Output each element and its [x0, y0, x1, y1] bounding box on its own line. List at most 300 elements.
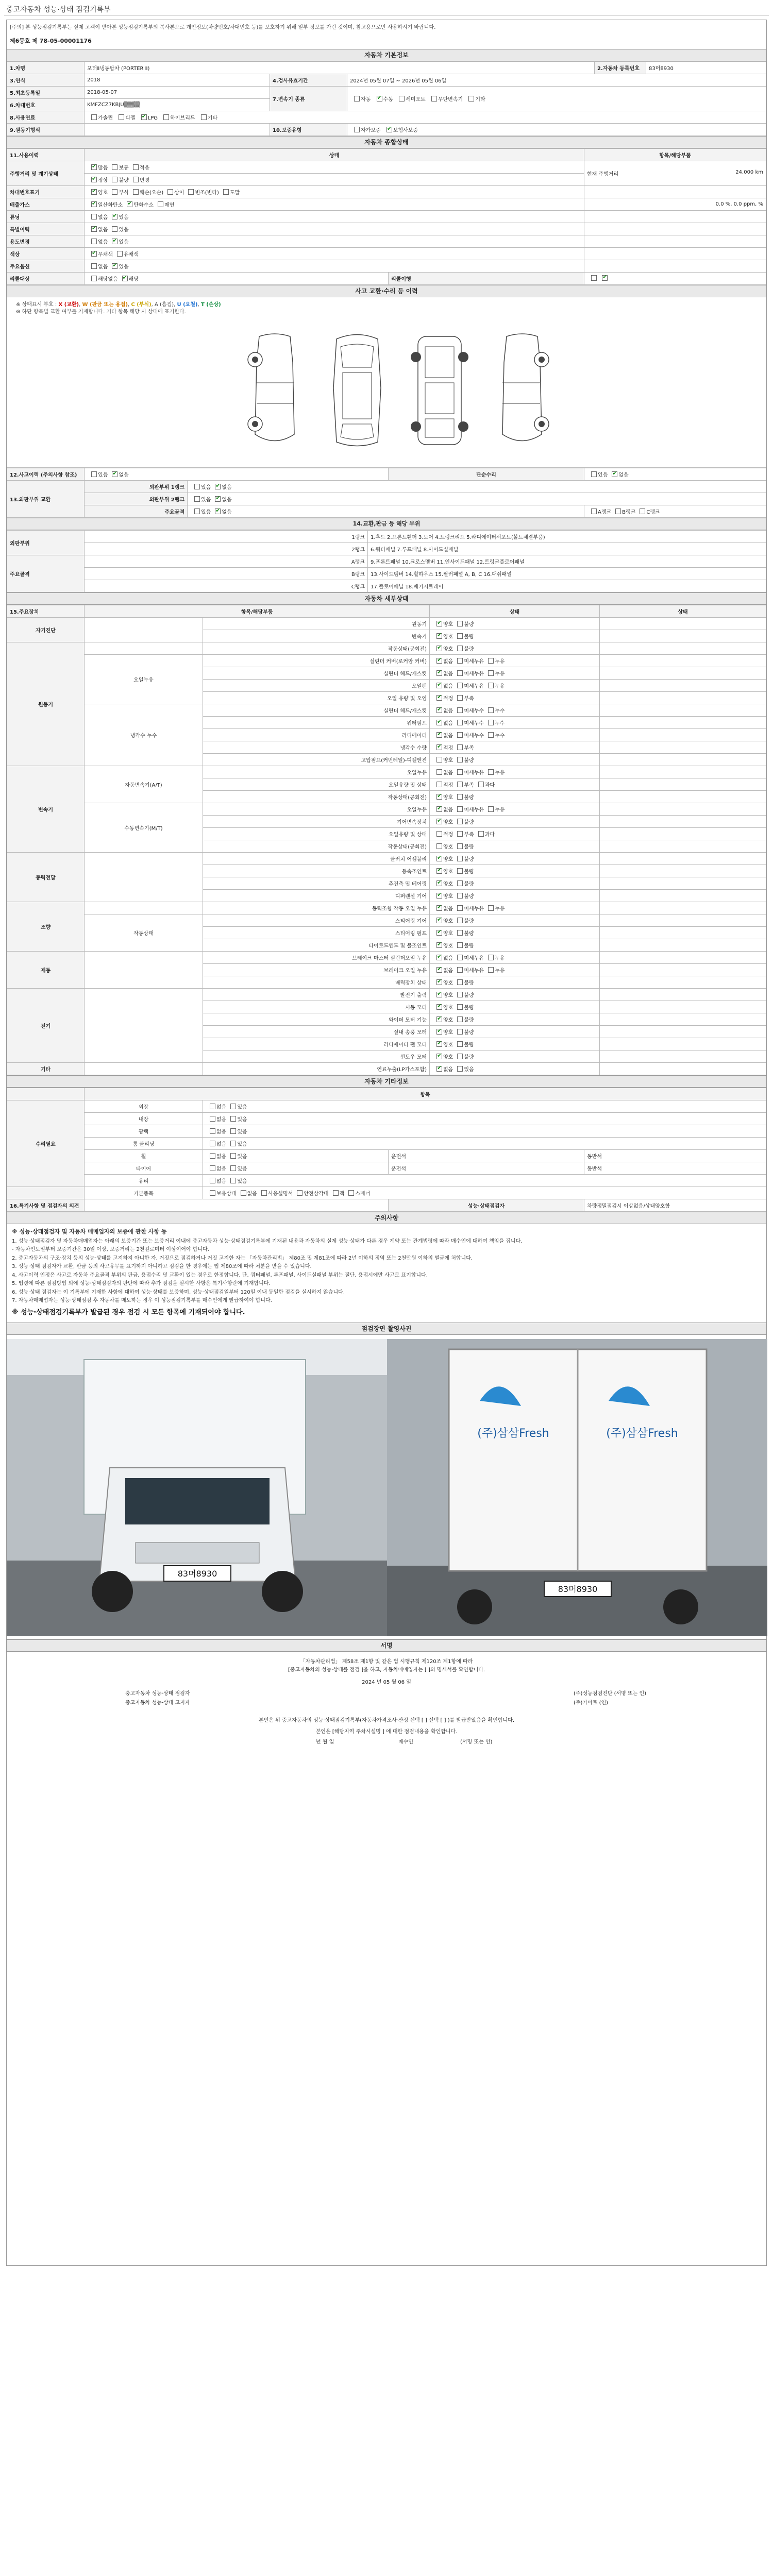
checkbox[interactable]	[457, 670, 463, 676]
option-label: 양호	[443, 1018, 453, 1023]
table-row	[7, 618, 766, 630]
option-label: 없음	[98, 227, 108, 233]
checkbox[interactable]	[354, 127, 360, 132]
section-accident-diagram: 사고 교환·수리 등 이력	[7, 285, 766, 297]
option-group	[85, 235, 584, 248]
checkbox[interactable]	[167, 189, 173, 195]
note-label: 현재 주행거리	[587, 172, 619, 177]
remark-cell	[600, 853, 766, 865]
checkbox[interactable]	[91, 239, 97, 244]
checkbox[interactable]	[436, 806, 442, 812]
checkbox[interactable]	[436, 769, 442, 775]
signature-panel	[7, 1652, 766, 1755]
checkbox[interactable]	[112, 177, 117, 182]
option-group	[85, 161, 584, 174]
option-label: 없음	[222, 485, 232, 490]
checkbox[interactable]	[602, 275, 608, 281]
checkbox[interactable]	[488, 905, 494, 911]
rank-label: A랭크	[85, 555, 368, 568]
checkbox[interactable]	[117, 251, 123, 257]
sub-group-label	[85, 1063, 203, 1075]
table-row	[7, 655, 766, 667]
checkbox[interactable]	[436, 782, 442, 787]
checkbox[interactable]	[91, 263, 97, 269]
option-group	[85, 211, 584, 223]
checkbox[interactable]	[457, 955, 463, 960]
checkbox[interactable]	[230, 1141, 236, 1146]
checkbox[interactable]	[457, 843, 463, 849]
checkbox[interactable]	[91, 164, 97, 170]
option-group	[203, 1187, 766, 1199]
option-label: 부족	[464, 832, 474, 838]
checkbox[interactable]	[91, 276, 97, 281]
checkbox[interactable]	[436, 732, 442, 738]
option-label: 불량	[464, 943, 474, 949]
checkbox[interactable]	[488, 707, 494, 713]
checkbox[interactable]	[436, 757, 442, 762]
option-label: 없음	[443, 956, 453, 961]
checkbox[interactable]	[91, 189, 97, 195]
item-label: 유리	[85, 1175, 203, 1187]
sub-group-label	[85, 642, 203, 655]
checkbox[interactable]	[436, 695, 442, 701]
notifier-signature[interactable]: (주)카마트 (인)	[574, 1700, 609, 1706]
note-cell	[584, 223, 766, 235]
checkbox[interactable]	[436, 979, 442, 985]
checkbox[interactable]	[386, 127, 392, 132]
checkbox[interactable]	[436, 942, 442, 948]
checkbox[interactable]	[163, 114, 169, 120]
option-label: 있음	[237, 1142, 247, 1147]
front-photo	[7, 1339, 387, 1636]
checkbox[interactable]	[230, 1165, 236, 1171]
checkbox[interactable]	[436, 1041, 442, 1047]
checkbox[interactable]	[112, 214, 117, 219]
option-label: 없음	[443, 906, 453, 912]
rank-label: 1랭크	[85, 531, 368, 543]
checkbox[interactable]	[436, 831, 442, 837]
checkbox[interactable]	[478, 782, 484, 787]
checkbox[interactable]	[436, 880, 442, 886]
checkbox[interactable]	[457, 918, 463, 923]
checkbox[interactable]	[457, 905, 463, 911]
car-side-right-icon	[491, 331, 553, 450]
item-label: 와이퍼 모터 기능	[203, 1013, 430, 1026]
checkbox[interactable]	[210, 1104, 215, 1109]
checkbox[interactable]	[119, 114, 124, 120]
checkbox[interactable]	[210, 1178, 215, 1183]
group-label: 원동기	[7, 642, 85, 766]
option-label: 있음	[98, 472, 108, 478]
option-label: 부족	[464, 745, 474, 751]
table-row	[7, 803, 766, 816]
checkbox[interactable]	[133, 177, 139, 182]
doc-no-label: 제6등호 제	[10, 38, 38, 44]
checkbox[interactable]	[457, 732, 463, 738]
checkbox[interactable]	[194, 484, 200, 489]
option-label: 있음	[201, 497, 211, 503]
option-group	[85, 468, 389, 481]
checkbox[interactable]	[399, 96, 405, 101]
checkbox[interactable]	[112, 239, 117, 244]
option-label: 없음	[443, 659, 453, 665]
checkbox[interactable]	[91, 214, 97, 219]
checkbox[interactable]	[230, 1128, 236, 1134]
rear-photo	[387, 1339, 767, 1636]
sub-group-label	[85, 902, 203, 914]
option-group	[85, 260, 584, 273]
parts-list: 9.프론트패널 10.크로스멤버 11.인사이드패널 12.트렁크플로어패널	[368, 555, 766, 568]
sign-date: 2024 년 05 월 06 일	[362, 1680, 411, 1685]
checkbox[interactable]	[210, 1141, 215, 1146]
table-row	[7, 468, 766, 481]
checkbox[interactable]	[112, 164, 117, 170]
right-door-brand-text: (주)삼삼Fresh	[606, 1427, 678, 1440]
receive-line-1: 본인은 위 중고자동차의 성능·상태점검기록부(자동차가격조사·산정 선택 [ ] 선택 [ ] )를 발급받았음을 확인합니다.	[258, 1718, 515, 1723]
option-label: 부족	[464, 783, 474, 788]
option-group	[203, 1125, 766, 1138]
checkbox[interactable]	[457, 942, 463, 948]
option-label: A랭크	[598, 510, 612, 515]
checkbox[interactable]	[354, 96, 360, 101]
option-label: 양호	[443, 758, 453, 764]
checkbox[interactable]	[333, 1190, 339, 1196]
table-row	[7, 989, 766, 1001]
checkbox[interactable]	[210, 1153, 215, 1159]
checkbox[interactable]	[436, 955, 442, 960]
inspector-label: 성능·상태점검자	[389, 1199, 584, 1212]
option-label: 보통	[119, 165, 129, 171]
section-detail: 자동차 세부상태	[7, 592, 766, 605]
checkbox[interactable]	[457, 967, 463, 973]
checkbox[interactable]	[210, 1190, 215, 1196]
option-label: 누유	[494, 659, 505, 665]
checkbox[interactable]	[377, 96, 382, 101]
checkbox[interactable]	[488, 670, 494, 676]
item-label: 휠	[85, 1150, 203, 1162]
checkbox[interactable]	[194, 509, 200, 514]
checkbox[interactable]	[457, 1066, 463, 1072]
checkbox[interactable]	[436, 794, 442, 800]
checkbox[interactable]	[141, 114, 147, 120]
checkbox[interactable]	[457, 1016, 463, 1022]
checkbox[interactable]	[457, 1041, 463, 1047]
buyer-signature[interactable]: (서명 또는 인)	[460, 1739, 493, 1745]
checkbox[interactable]	[488, 720, 494, 725]
checkbox[interactable]	[215, 496, 221, 502]
table-row	[7, 260, 766, 273]
checkbox[interactable]	[91, 114, 97, 120]
item-label: 오일유량 및 상태	[203, 828, 430, 840]
remark-cell	[600, 680, 766, 692]
option-label: 없음	[216, 1142, 227, 1147]
option-label: 부식	[119, 190, 129, 196]
item-label: 오일유량 및 상태	[203, 778, 430, 791]
rank-label: B랭크	[85, 568, 368, 580]
option-label: 없음	[216, 1179, 227, 1184]
field-label: 5.최초등록일	[7, 87, 85, 99]
item-label: 광택	[85, 1125, 203, 1138]
checkbox[interactable]	[488, 683, 494, 688]
overall-table	[7, 148, 766, 285]
checkbox[interactable]	[436, 744, 442, 750]
item-label: 변속기	[203, 630, 430, 642]
option-label: 누수	[494, 721, 505, 726]
checkbox[interactable]	[457, 880, 463, 886]
checkbox[interactable]	[591, 275, 597, 281]
option-label: 불량	[464, 795, 474, 801]
checkbox[interactable]	[436, 856, 442, 861]
checkbox[interactable]	[436, 868, 442, 874]
option-label: 양호	[443, 1042, 453, 1048]
checkbox[interactable]	[457, 646, 463, 651]
option-label: 불량	[464, 1042, 474, 1048]
parts-table	[7, 530, 766, 592]
option-label: 양호	[443, 622, 453, 628]
option-group	[430, 1038, 600, 1050]
option-group	[430, 803, 600, 816]
item-label: 룸 클리닝	[85, 1138, 203, 1150]
option-group	[85, 174, 584, 186]
checkbox[interactable]	[457, 695, 463, 701]
checkbox[interactable]	[91, 177, 97, 182]
option-label: 양호	[443, 820, 453, 825]
row-label: 주요옵션	[7, 260, 85, 273]
option-label: 양호	[443, 1030, 453, 1036]
option-label: 양호	[443, 1005, 453, 1011]
checkbox[interactable]	[112, 471, 117, 477]
checkbox[interactable]	[348, 1190, 354, 1196]
table-row	[7, 198, 766, 211]
remark-cell	[600, 952, 766, 964]
checkbox[interactable]	[436, 967, 442, 973]
option-group	[430, 642, 600, 655]
checkbox[interactable]	[457, 782, 463, 787]
option-label: 있음	[119, 264, 129, 270]
checkbox[interactable]	[612, 471, 617, 477]
checkbox[interactable]	[457, 633, 463, 639]
item-label: 라디에이터	[203, 729, 430, 741]
document-number	[10, 37, 763, 45]
checkbox[interactable]	[457, 806, 463, 812]
checkbox[interactable]	[436, 930, 442, 936]
option-label: 불량	[464, 1018, 474, 1023]
checkbox[interactable]	[488, 732, 494, 738]
checkbox[interactable]	[457, 868, 463, 874]
table-row	[7, 235, 766, 248]
car-diagram-panel	[7, 297, 766, 468]
checkbox[interactable]	[297, 1190, 303, 1196]
checkbox[interactable]	[210, 1128, 215, 1134]
checkbox[interactable]	[436, 670, 442, 676]
checkbox[interactable]	[457, 621, 463, 626]
field-value: KMFZCZ7KBJU▒▒▒▒	[85, 99, 270, 111]
note-item: 4. 사고이력 인정은 사고로 자동차 주요골격 부위의 판금, 용접수리 및 교환이 있는 경우로 한정합니다. 단, 쿼터패널, 루프패널, 사이드실패널 부위는 절단, 용접시에만 사고로 표기합니다.	[12, 1272, 428, 1278]
checkbox[interactable]	[457, 1004, 463, 1010]
checkbox[interactable]	[436, 1066, 442, 1072]
option-group	[430, 964, 600, 976]
checkbox[interactable]	[436, 992, 442, 997]
option-label: 있음	[119, 227, 129, 233]
detail-table	[7, 605, 766, 1075]
checkbox[interactable]	[591, 471, 597, 477]
checkbox[interactable]	[188, 189, 194, 195]
checkbox[interactable]	[457, 1054, 463, 1059]
checkbox[interactable]	[230, 1153, 236, 1159]
option-group	[430, 1063, 600, 1075]
item-label: 실린더 헤드/개스킷	[203, 704, 430, 717]
checkbox[interactable]	[640, 509, 645, 514]
checkbox[interactable]	[488, 955, 494, 960]
option-label: 불량	[464, 647, 474, 652]
table-row	[7, 902, 766, 914]
checkbox[interactable]	[436, 1054, 442, 1059]
checkbox[interactable]	[112, 226, 117, 232]
checkbox[interactable]	[436, 646, 442, 651]
checkbox[interactable]	[91, 226, 97, 232]
checkbox[interactable]	[488, 806, 494, 812]
option-label: 해당	[128, 277, 139, 282]
table-row	[7, 273, 766, 285]
checkbox[interactable]	[457, 744, 463, 750]
checkbox[interactable]	[215, 484, 221, 489]
checkbox[interactable]	[436, 905, 442, 911]
option-label: 없음	[443, 733, 453, 739]
checkbox[interactable]	[210, 1116, 215, 1122]
checkbox[interactable]	[457, 658, 463, 664]
checkbox[interactable]	[488, 769, 494, 775]
checkbox[interactable]	[436, 707, 442, 713]
checkbox[interactable]	[457, 769, 463, 775]
item-label: 실린더 헤드/개스킷	[203, 667, 430, 680]
checkbox[interactable]	[436, 683, 442, 688]
table-row	[7, 211, 766, 223]
checkbox[interactable]	[488, 967, 494, 973]
checkbox[interactable]	[436, 843, 442, 849]
checkbox[interactable]	[457, 757, 463, 762]
checkbox[interactable]	[457, 1029, 463, 1035]
option-label: 양호	[443, 919, 453, 924]
option-label: 누유	[494, 906, 505, 912]
other-rows	[7, 1100, 766, 1199]
checkbox[interactable]	[457, 831, 463, 837]
inspector-signature[interactable]: (주)성능점검진단 (서명 또는 인)	[574, 1691, 647, 1697]
note-item: 1. 성능·상태점검자 및 자동차매매업자는 아래의 보증기간 또는 보증거리 이내에 중고자동차 성능·상태점검기록부에 기재된 내용과 자동차의 실제 성능·상태가 다른 경우 계약 또는 관계법령에 따라 매수인에 대하여 책임을 집니다.	[12, 1238, 523, 1244]
checkbox[interactable]	[223, 189, 229, 195]
checkbox[interactable]	[436, 819, 442, 824]
checkbox[interactable]	[591, 509, 597, 514]
item-label: 오일 유량 및 오염	[203, 692, 430, 704]
checkbox[interactable]	[133, 164, 139, 170]
checkbox[interactable]	[91, 251, 97, 257]
checkbox[interactable]	[436, 621, 442, 626]
option-label: 양호	[443, 634, 453, 640]
option-label: 있음	[119, 215, 129, 221]
checkbox[interactable]	[468, 96, 474, 101]
checkbox[interactable]	[431, 96, 437, 101]
checkbox[interactable]	[91, 201, 97, 207]
sub-label: 주요골격	[85, 505, 188, 518]
row-label: 특별이력	[7, 223, 85, 235]
sub-group-label	[85, 952, 203, 989]
checkbox[interactable]	[457, 720, 463, 725]
option-label: 적정	[443, 832, 453, 838]
option-label: 없음	[443, 770, 453, 776]
table-row	[7, 531, 766, 543]
option-label: 미세누유	[464, 671, 484, 677]
checkbox[interactable]	[436, 893, 442, 899]
checkbox[interactable]	[158, 201, 163, 207]
checkbox[interactable]	[457, 819, 463, 824]
sign-line-2: [중고자동차의 성능·상태를 점검 ]을 하고, 자동차매매업자는 [ ]의 명세서를 확인합니다.	[288, 1667, 485, 1673]
checkbox[interactable]	[91, 471, 97, 477]
checkbox[interactable]	[194, 496, 200, 502]
checkbox[interactable]	[436, 1016, 442, 1022]
option-label: 불량	[464, 622, 474, 628]
checkbox[interactable]	[436, 633, 442, 639]
checkbox[interactable]	[112, 263, 117, 269]
checkbox[interactable]	[615, 509, 621, 514]
checkbox[interactable]	[457, 707, 463, 713]
checkbox[interactable]	[457, 893, 463, 899]
parts-list: 13.사이드멤버 14.휠하우스 15.필러패널 A, B, C 16.대쉬패널	[368, 568, 766, 580]
checkbox[interactable]	[436, 720, 442, 725]
checkbox[interactable]	[457, 930, 463, 936]
sub-group-label	[85, 853, 203, 902]
checkbox[interactable]	[478, 831, 484, 837]
checkbox[interactable]	[457, 794, 463, 800]
checkbox[interactable]	[457, 856, 463, 861]
option-label: 있음	[237, 1129, 247, 1135]
checkbox[interactable]	[457, 979, 463, 985]
checkbox[interactable]	[457, 992, 463, 997]
checkbox[interactable]	[488, 658, 494, 664]
table-row	[7, 914, 766, 927]
checkbox[interactable]	[112, 189, 117, 195]
checkbox[interactable]	[436, 1029, 442, 1035]
checkbox[interactable]	[133, 189, 139, 195]
blank-cell	[7, 1088, 85, 1100]
checkbox[interactable]	[215, 509, 221, 514]
checkbox[interactable]	[210, 1165, 215, 1171]
checkbox[interactable]	[230, 1116, 236, 1122]
checkbox[interactable]	[201, 114, 207, 120]
title-divider	[4, 15, 769, 16]
checkbox[interactable]	[241, 1190, 246, 1196]
checkbox[interactable]	[122, 276, 128, 281]
option-label: 적정	[443, 783, 453, 788]
remark-cell	[600, 1026, 766, 1038]
checkbox[interactable]	[436, 1004, 442, 1010]
option-group	[203, 1100, 766, 1113]
option-label: 있음	[237, 1105, 247, 1110]
option-label: 불량	[119, 178, 129, 183]
item-label: 라디에이터 팬 모터	[203, 1038, 430, 1050]
checkbox[interactable]	[127, 201, 132, 207]
sub-group-label	[85, 989, 203, 1063]
notice-text: [주의] 본 성능점검기록부는 실제 고객이 받아본 성능점검기록부의 복사본으로 개인정보(차량번호/차대번호 등)를 보호하기 위해 일부 정보를 가린 것이며, 참고용으로만 사용하시기 바랍니다.	[10, 25, 436, 30]
checkbox[interactable]	[261, 1190, 267, 1196]
group-label: 전기	[7, 989, 85, 1063]
checkbox[interactable]	[457, 683, 463, 688]
checkbox[interactable]	[230, 1178, 236, 1183]
checkbox[interactable]	[436, 918, 442, 923]
checkbox[interactable]	[436, 658, 442, 664]
field-label: 3.연식	[7, 74, 85, 87]
checkbox[interactable]	[230, 1104, 236, 1109]
column-header: 상태	[600, 605, 766, 618]
fuel-options	[85, 111, 766, 124]
